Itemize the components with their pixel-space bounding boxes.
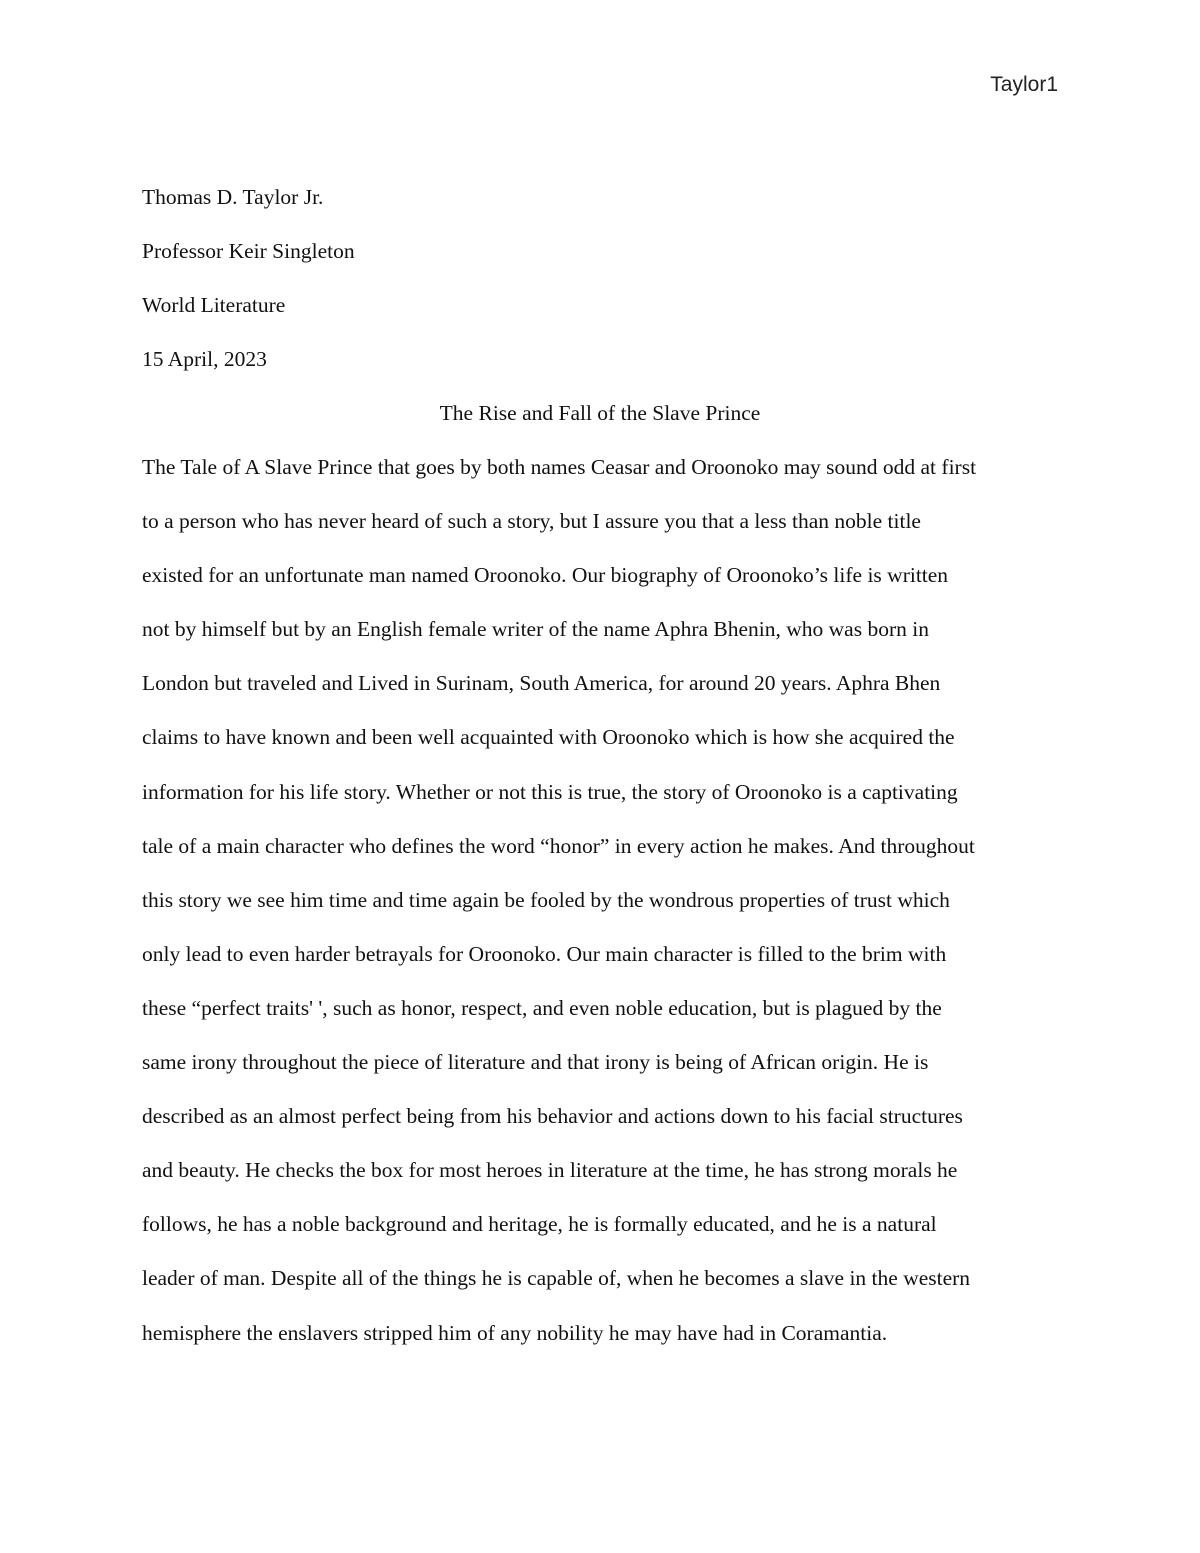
body-line: described as an almost perfect being from his behavior and actions down to his facial structures bbox=[142, 1104, 963, 1129]
body-line: The Tale of A Slave Prince that goes by both names Ceasar and Oroonoko may sound odd at first bbox=[142, 455, 977, 479]
body-line: follows, he has a noble background and heritage, he is formally educated, and he is a natural bbox=[142, 1212, 937, 1237]
body-line: claims to have known and been well acquainted with Oroonoko which is how she acquired the bbox=[142, 725, 955, 750]
body-line: only lead to even harder betrayals for Oroonoko. Our main character is filled to the brim with bbox=[142, 941, 947, 966]
date: 15 April, 2023 bbox=[142, 347, 267, 371]
running-header: Taylor1 bbox=[990, 73, 1058, 96]
body-line: existed for an unfortunate man named Oroonoko. Our biography of Oroonoko’s life is written bbox=[142, 563, 949, 588]
course-name: World Literature bbox=[142, 293, 286, 317]
professor-name: Professor Keir Singleton bbox=[142, 239, 355, 263]
body-line: not by himself but by an English female writer of the name Aphra Bhenin, who was born in bbox=[142, 617, 929, 642]
author-name: Thomas D. Taylor Jr. bbox=[142, 185, 324, 209]
body-line: to a person who has never heard of such a story, but I assure you that a less than noble title bbox=[142, 509, 921, 534]
body-line: hemisphere the enslavers stripped him of any nobility he may have had in Coramantia. bbox=[142, 1320, 888, 1345]
body-line: same irony throughout the piece of literature and that irony is being of African origin. He is bbox=[142, 1050, 929, 1075]
body-line: leader of man. Despite all of the things he is capable of, when he becomes a slave in the western bbox=[142, 1266, 971, 1291]
body-line: London but traveled and Lived in Surinam, South America, for around 20 years. Aphra Bhen bbox=[142, 671, 941, 696]
body-line: and beauty. He checks the box for most heroes in literature at the time, he has strong morals he bbox=[142, 1158, 958, 1183]
body-line: information for his life story. Whether or not this is true, the story of Oroonoko is a captivating bbox=[142, 779, 958, 804]
mla-heading-block bbox=[142, 170, 1058, 440]
essay-title: The Rise and Fall of the Slave Prince bbox=[439, 401, 761, 425]
body-line: these “perfect traits' ', such as honor, respect, and even noble education, but is plagued by the bbox=[142, 995, 942, 1020]
body-line: tale of a main character who defines the word “honor” in every action he makes. And throughout bbox=[142, 833, 975, 858]
essay-body bbox=[142, 440, 1072, 1360]
body-line: this story we see him time and time again be fooled by the wondrous properties of trust which bbox=[142, 887, 950, 912]
